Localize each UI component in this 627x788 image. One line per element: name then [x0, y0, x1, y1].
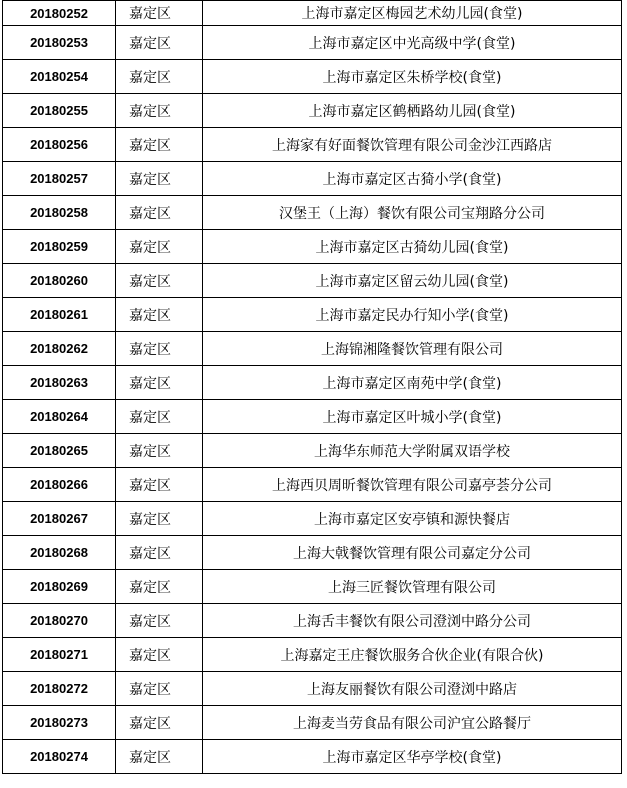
unit-name-cell: 上海大戟餐饮管理有限公司嘉定分公司 [203, 536, 622, 570]
unit-name-cell: 上海市嘉定区中光高级中学(食堂) [203, 26, 622, 60]
table-row [3, 536, 622, 570]
table-row [3, 638, 622, 672]
unit-name-cell: 上海市嘉定区古猗幼儿园(食堂) [203, 230, 622, 264]
unit-name-cell: 上海市嘉定区古猗小学(食堂) [203, 162, 622, 196]
registration-number-cell: 20180252 [3, 1, 116, 26]
table-row [3, 400, 622, 434]
district-cell: 嘉定区 [116, 26, 203, 60]
registration-number-cell: 20180266 [3, 468, 116, 502]
district-cell: 嘉定区 [116, 264, 203, 298]
registration-number-cell: 20180260 [3, 264, 116, 298]
unit-name-cell: 上海市嘉定区朱桥学校(食堂) [203, 60, 622, 94]
unit-name-cell: 上海家有好面餐饮管理有限公司金沙江西路店 [203, 128, 622, 162]
unit-name-cell: 上海华东师范大学附属双语学校 [203, 434, 622, 468]
registration-number-cell: 20180259 [3, 230, 116, 264]
unit-name-cell: 上海舌丰餐饮有限公司澄浏中路分公司 [203, 604, 622, 638]
table-row [3, 332, 622, 366]
table-row [3, 60, 622, 94]
unit-name-cell: 上海市嘉定区留云幼儿园(食堂) [203, 264, 622, 298]
district-cell: 嘉定区 [116, 468, 203, 502]
district-cell: 嘉定区 [116, 298, 203, 332]
unit-name-cell: 上海嘉定王庄餐饮服务合伙企业(有限合伙) [203, 638, 622, 672]
district-cell: 嘉定区 [116, 162, 203, 196]
table-row [3, 740, 622, 774]
district-cell: 嘉定区 [116, 570, 203, 604]
table-row [3, 230, 622, 264]
table-row [3, 196, 622, 230]
unit-name-cell: 上海市嘉定区南苑中学(食堂) [203, 366, 622, 400]
registration-number-cell: 20180256 [3, 128, 116, 162]
unit-name-cell: 上海市嘉定区安亭镇和源快餐店 [203, 502, 622, 536]
table-row [3, 604, 622, 638]
unit-name-cell: 上海市嘉定区梅园艺术幼儿园(食堂) [203, 1, 622, 26]
table-row [3, 468, 622, 502]
registration-number-cell: 20180262 [3, 332, 116, 366]
district-cell: 嘉定区 [116, 128, 203, 162]
district-cell: 嘉定区 [116, 638, 203, 672]
district-cell: 嘉定区 [116, 1, 203, 26]
document-sheet [2, 0, 622, 774]
table-row [3, 706, 622, 740]
district-cell: 嘉定区 [116, 94, 203, 128]
table-row [3, 298, 622, 332]
district-cell: 嘉定区 [116, 332, 203, 366]
table-row [3, 128, 622, 162]
registration-number-cell: 20180268 [3, 536, 116, 570]
unit-name-cell: 上海友丽餐饮有限公司澄浏中路店 [203, 672, 622, 706]
district-cell: 嘉定区 [116, 604, 203, 638]
district-cell: 嘉定区 [116, 672, 203, 706]
district-cell: 嘉定区 [116, 366, 203, 400]
registration-number-cell: 20180265 [3, 434, 116, 468]
unit-name-cell: 上海麦当劳食品有限公司沪宜公路餐厅 [203, 706, 622, 740]
table-row [3, 162, 622, 196]
district-cell: 嘉定区 [116, 230, 203, 264]
table-body [3, 1, 622, 774]
registration-number-cell: 20180263 [3, 366, 116, 400]
table-row [3, 26, 622, 60]
table-row [3, 264, 622, 298]
district-cell: 嘉定区 [116, 434, 203, 468]
unit-name-cell: 上海市嘉定民办行知小学(食堂) [203, 298, 622, 332]
registration-number-cell: 20180264 [3, 400, 116, 434]
table-row [3, 502, 622, 536]
registration-number-cell: 20180274 [3, 740, 116, 774]
table-row [3, 94, 622, 128]
registration-number-cell: 20180271 [3, 638, 116, 672]
table-row [3, 434, 622, 468]
district-cell: 嘉定区 [116, 706, 203, 740]
registration-number-cell: 20180261 [3, 298, 116, 332]
unit-name-cell: 上海市嘉定区华亭学校(食堂) [203, 740, 622, 774]
unit-name-cell: 上海锦湘隆餐饮管理有限公司 [203, 332, 622, 366]
registration-number-cell: 20180269 [3, 570, 116, 604]
unit-name-cell: 汉堡王（上海）餐饮有限公司宝翔路分公司 [203, 196, 622, 230]
registration-number-cell: 20180273 [3, 706, 116, 740]
table-row [3, 570, 622, 604]
unit-name-cell: 上海市嘉定区叶城小学(食堂) [203, 400, 622, 434]
registration-number-cell: 20180254 [3, 60, 116, 94]
registration-number-cell: 20180270 [3, 604, 116, 638]
registration-number-cell: 20180253 [3, 26, 116, 60]
table-row [3, 672, 622, 706]
registration-number-cell: 20180258 [3, 196, 116, 230]
registration-number-cell: 20180272 [3, 672, 116, 706]
district-cell: 嘉定区 [116, 740, 203, 774]
district-cell: 嘉定区 [116, 502, 203, 536]
table-row [3, 1, 622, 26]
unit-name-cell: 上海三匠餐饮管理有限公司 [203, 570, 622, 604]
unit-name-cell: 上海西贝周昕餐饮管理有限公司嘉亭荟分公司 [203, 468, 622, 502]
table-row [3, 366, 622, 400]
district-cell: 嘉定区 [116, 60, 203, 94]
district-cell: 嘉定区 [116, 400, 203, 434]
unit-name-cell: 上海市嘉定区鹤栖路幼儿园(食堂) [203, 94, 622, 128]
registration-number-cell: 20180255 [3, 94, 116, 128]
district-cell: 嘉定区 [116, 196, 203, 230]
registration-number-cell: 20180257 [3, 162, 116, 196]
district-cell: 嘉定区 [116, 536, 203, 570]
canteen-list-table [2, 0, 622, 774]
registration-number-cell: 20180267 [3, 502, 116, 536]
